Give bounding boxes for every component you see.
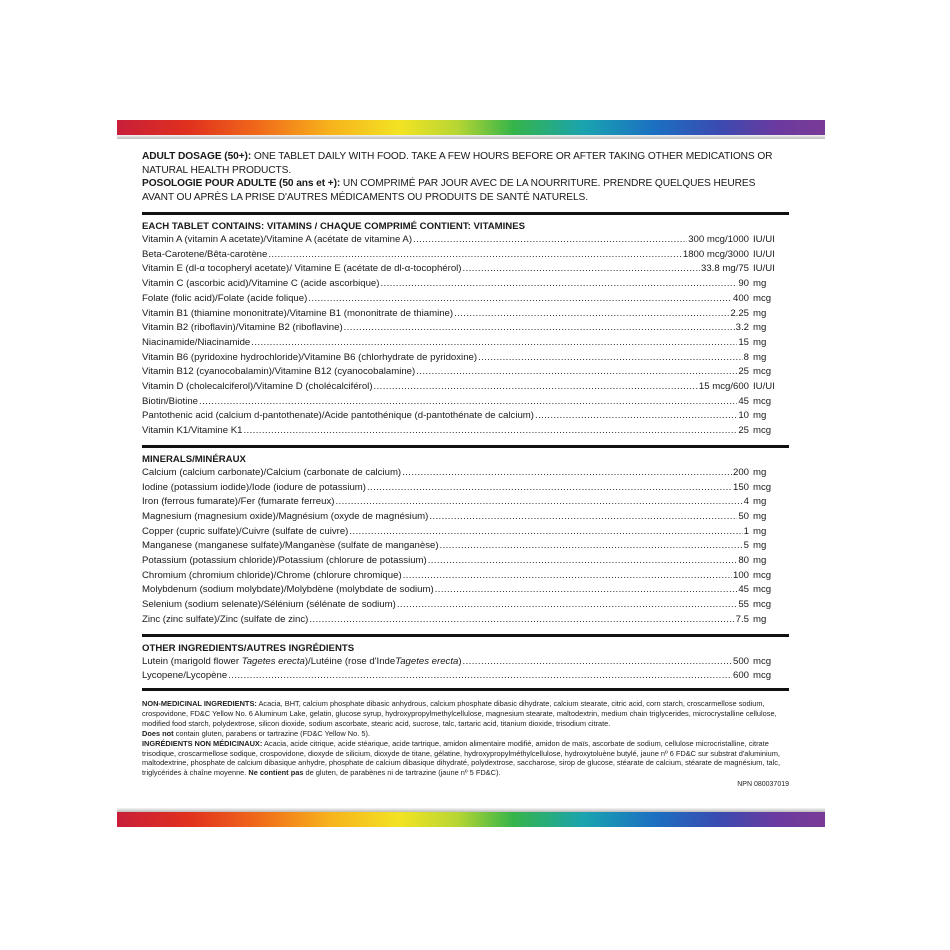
mineral-unit: mg (753, 510, 767, 522)
npn-number: NPN 080037019 (737, 781, 789, 789)
vitamin-row (142, 380, 789, 395)
dot-leader (335, 495, 742, 510)
section-divider (142, 688, 789, 691)
mineral-amount: 150 (732, 481, 749, 493)
dosage-en-text: ONE TABLET DAILY WITH FOOD. TAKE A FEW HOURS BEFORE OR AFTER TAKING OTHER MEDICATIONS OR NATURAL HEALTH PRODUCTS. (142, 151, 773, 176)
mineral-name: Chromium (chromium chloride)/Chrome (chlorure chromique) (142, 569, 402, 581)
dot-leader (454, 307, 729, 322)
mineral-unit: mcg (753, 599, 772, 611)
vitamin-name: Vitamin A (vitamin A acetate)/Vitamine A (acétate de vitamine A) (142, 234, 413, 245)
vitamin-unit: mg (753, 322, 767, 334)
vitamin-amount: 33.8 mg/75 (700, 263, 749, 275)
ingredient-row (142, 655, 789, 670)
dot-leader (463, 655, 732, 670)
vitamin-unit: mg (753, 336, 767, 348)
dot-leader (243, 424, 737, 439)
dosage-fr-label: POSOLOGIE POUR ADULTE (50 ans et +): (142, 178, 341, 189)
vitamin-unit: mcg (753, 292, 772, 304)
ingredient-name: Lycopene/Lycopène (142, 670, 228, 682)
mineral-name: Manganese (manganese sulfate)/Manganèse (sulfate de manganèse) (142, 540, 439, 552)
vitamin-amount: 45 (738, 395, 749, 407)
mineral-name: Iron (ferrous fumarate)/Fer (fumarate ferreux) (142, 496, 335, 508)
non-medicinal-ingredients (142, 699, 789, 778)
vitamin-amount: 2.25 (730, 307, 749, 319)
vitamin-row (142, 233, 789, 248)
dosage-en-label: ADULT DOSAGE (50+): (142, 151, 252, 162)
mineral-name: Selenium (sodium selenate)/Sélénium (sélénate de sodium) (142, 599, 396, 611)
mineral-amount: 45 (738, 584, 749, 596)
vitamin-name: Pantothenic acid (calcium d-pantothenate)/Acide pantothénique (d-pantothénate de calcium) (142, 410, 534, 422)
other-ingredients-table (142, 655, 789, 684)
mineral-name: Zinc (zinc sulfate)/Zinc (sulfate de zinc) (142, 613, 309, 625)
dosage-instructions (142, 150, 789, 204)
vitamin-unit: mcg (753, 425, 772, 437)
vitamin-row (142, 292, 789, 307)
label-content (142, 150, 789, 790)
vitamin-row (142, 262, 789, 277)
mineral-unit: mcg (753, 584, 772, 596)
mineral-row (142, 583, 789, 598)
mineral-name: Molybdenum (sodium molybdate)/Molybdène (molybdate de sodium) (142, 584, 434, 596)
top-rainbow-band (117, 120, 825, 135)
mineral-unit: mg (753, 525, 767, 537)
vitamin-name: Vitamin B2 (riboflavin)/Vitamine B2 (riboflavine) (142, 322, 343, 334)
vitamin-unit: mcg (753, 395, 772, 407)
nonmed-gluten-en: Does not contain gluten, parabens or tartrazine (FD&C Yellow No. 5). (142, 728, 370, 738)
rainbow-gradient (117, 812, 825, 827)
mineral-row (142, 510, 789, 525)
silver-stripe (117, 135, 825, 139)
dot-leader (435, 583, 738, 598)
mineral-unit: mcg (753, 481, 772, 493)
ingredient-unit: mcg (753, 670, 772, 682)
section-divider (142, 212, 789, 215)
dot-leader (478, 351, 743, 366)
vitamin-row (142, 321, 789, 336)
mineral-amount: 5 (743, 540, 749, 552)
ingredient-name: Lutein (marigold flower Tagetes erecta)/Lutéine (rose d'IndeTagetes erecta) (142, 655, 462, 667)
mineral-name: Magnesium (magnesium oxide)/Magnésium (oxyde de magnésium) (142, 510, 429, 522)
dot-leader (440, 539, 743, 554)
dot-leader (349, 525, 742, 540)
vitamins-title: EACH TABLET CONTAINS: VITAMINS / CHAQUE COMPRIMÉ CONTIENT: VITAMINES (142, 221, 526, 232)
dot-leader (535, 409, 737, 424)
dot-leader (309, 613, 734, 628)
mineral-row (142, 466, 789, 481)
dot-leader (416, 365, 737, 380)
vitamin-amount: 15 (738, 336, 749, 348)
vitamin-name: Vitamin D (cholecalciferol)/Vitamine D (cholécalciférol) (142, 381, 373, 393)
ingredient-amount: 500 (732, 655, 749, 667)
dot-leader (199, 395, 737, 410)
vitamin-row (142, 277, 789, 292)
dosage-fr (142, 177, 789, 204)
section-divider (142, 445, 789, 448)
dot-leader (413, 233, 687, 248)
mineral-name: Calcium (calcium carbonate)/Calcium (carbonate de calcium) (142, 466, 402, 478)
vitamin-row (142, 351, 789, 366)
other-ingredients-title: OTHER INGREDIENTS/AUTRES INGRÉDIENTS (142, 642, 355, 654)
dosage-en (142, 150, 789, 177)
vitamin-amount: 400 (732, 292, 749, 304)
section-divider (142, 634, 789, 637)
vitamin-amount: 15 mcg/600 (698, 381, 749, 393)
vitamin-row (142, 424, 789, 439)
mineral-amount: 1 (743, 525, 749, 537)
vitamin-unit: IU/UI (753, 263, 775, 275)
vitamin-unit: mcg (753, 366, 772, 378)
mineral-unit: mg (753, 496, 767, 508)
nonmed-fr: INGRÉDIENTS NON MÉDICINAUX: Acacia, acide citrique, acide stéarique, acide tartrique, amidon alimentaire modifié, amidon de maïs, ascorbate de sodium, cellulose microcristalline, citrate trisodique, croscarmellose sodique, crospovidone, dioxyde de silicium, dioxyde de titane, gélatine, hydroxypropylméthylcellulose, hydroxytoluène butylé, jaune nº 6 FD&C sur substrat d'aluminium, maltodextrine, phosphate de calcium dibasique anhydre, phosphate de calcium dibasique dihydraté, polydextrose, saccharose, sirop de glucose, stéarate de calcium, stéarate de magnésium, talc, triglycérides à chaîne moyenne. Ne contient pas de gluten, de parabènes ni de tartrazine (jaune nº 5 FD&C). (142, 738, 781, 778)
mineral-row (142, 613, 789, 628)
vitamin-name: Vitamin B1 (thiamine mononitrate)/Vitamine B1 (mononitrate de thiamine) (142, 307, 454, 319)
vitamin-amount: 300 mcg/1000 (688, 234, 749, 245)
dot-leader (403, 569, 732, 584)
mineral-amount: 200 (732, 466, 749, 478)
vitamin-amount: 3.2 (735, 322, 749, 334)
minerals-table (142, 466, 789, 628)
dot-leader (228, 669, 732, 684)
vitamins-table (142, 233, 789, 439)
ingredient-amount: 600 (732, 670, 749, 682)
mineral-unit: mcg (753, 569, 772, 581)
vitamin-unit: mg (753, 351, 767, 363)
ingredient-unit: mcg (753, 655, 772, 667)
mineral-row (142, 495, 789, 510)
dot-leader (463, 262, 700, 277)
vitamin-row (142, 365, 789, 380)
dot-leader (428, 554, 738, 569)
vitamin-row (142, 307, 789, 322)
dot-leader (344, 321, 735, 336)
minerals-title: MINERALS/MINÉRAUX (142, 453, 246, 465)
mineral-row (142, 481, 789, 496)
vitamin-name: Vitamin K1/Vitamine K1 (142, 425, 243, 437)
dot-leader (374, 380, 698, 395)
mineral-unit: mg (753, 466, 767, 478)
mineral-row (142, 598, 789, 613)
vitamin-row (142, 395, 789, 410)
vitamin-unit: IU/UI (753, 234, 775, 245)
vitamin-name: Beta-Carotene/Bêta-carotène (142, 248, 268, 260)
vitamin-amount: 8 (743, 351, 749, 363)
mineral-row (142, 539, 789, 554)
dot-leader (251, 336, 737, 351)
vitamin-name: Vitamin B12 (cyanocobalamin)/Vitamine B12 (cyanocobalamine) (142, 366, 416, 378)
dot-leader (308, 292, 732, 307)
bottom-rainbow-band (117, 812, 825, 827)
vitamin-unit: IU/UI (753, 248, 775, 260)
vitamin-amount: 1800 mcg/3000 (682, 248, 749, 260)
mineral-amount: 50 (738, 510, 749, 522)
rainbow-gradient (117, 120, 825, 135)
mineral-row (142, 554, 789, 569)
mineral-unit: mg (753, 555, 767, 567)
mineral-name: Iodine (potassium iodide)/Iode (iodure de potassium) (142, 481, 366, 493)
vitamin-row (142, 336, 789, 351)
vitamin-row (142, 409, 789, 424)
vitamin-amount: 25 (738, 425, 749, 437)
mineral-amount: 7.5 (735, 613, 749, 625)
mineral-row (142, 569, 789, 584)
vitamin-name: Vitamin E (dl-α tocopheryl acetate)/ Vitamine E (acétate de dl-α-tocophérol) (142, 263, 462, 275)
dot-leader (402, 466, 732, 481)
mineral-amount: 80 (738, 555, 749, 567)
vitamin-unit: mg (753, 307, 767, 319)
mineral-name: Copper (cupric sulfate)/Cuivre (sulfate de cuivre) (142, 525, 349, 537)
dot-leader (429, 510, 737, 525)
mineral-amount: 4 (743, 496, 749, 508)
mineral-name: Potassium (potassium chloride)/Potassium (chlorure de potassium) (142, 555, 427, 567)
mineral-amount: 55 (738, 599, 749, 611)
mineral-row (142, 525, 789, 540)
vitamin-amount: 10 (738, 410, 749, 422)
vitamin-name: Folate (folic acid)/Folate (acide folique) (142, 292, 308, 304)
vitamin-unit: mg (753, 278, 767, 290)
ingredient-row (142, 669, 789, 684)
dot-leader (397, 598, 737, 613)
dot-leader (380, 277, 737, 292)
vitamin-row (142, 248, 789, 263)
mineral-unit: mg (753, 613, 767, 625)
vitamin-name: Vitamin C (ascorbic acid)/Vitamine C (acide ascorbique) (142, 278, 380, 290)
vitamin-name: Biotin/Biotine (142, 395, 198, 407)
dot-leader (367, 481, 732, 496)
vitamin-name: Vitamin B6 (pyridoxine hydrochloride)/Vitamine B6 (chlorhydrate de pyridoxine) (142, 351, 478, 363)
vitamin-amount: 90 (738, 278, 749, 290)
vitamin-unit: IU/UI (753, 381, 775, 393)
mineral-unit: mg (753, 540, 767, 552)
vitamin-amount: 25 (738, 366, 749, 378)
vitamin-name: Niacinamide/Niacinamide (142, 336, 251, 348)
vitamin-unit: mg (753, 410, 767, 422)
dot-leader (268, 248, 682, 263)
mineral-amount: 100 (732, 569, 749, 581)
nonmed-en: NON-MEDICINAL INGREDIENTS: Acacia, BHT, calcium phosphate dibasic anhydrous, calcium phosphate dibasic dihydrate, calcium stearate, citric acid, corn starch, croscarmellose sodium, crospovidone, FD&C Yellow No. 6 Aluminum Lake, gelatin, glucose syrup, hydroxypropylmethylcellulose, magnesium stearate, maltodextrin, medium chain triglycerides, microcrystalline cellulose, modified food starch, polydextrose, silicon dioxide, sodium ascorbate, stearic acid, sucrose, talc, tartaric acid, titanium dioxide, trisodium citrate. (142, 698, 777, 728)
dosage-fr-text: UN COMPRIMÉ PAR JOUR AVEC DE LA NOURRITURE. PRENDRE QUELQUES HEURES AVANT OU APRÈS LA PRISE D'AUTRES MÉDICAMENTS OU PRODUITS DE SANTÉ NATURELS. (142, 178, 756, 203)
